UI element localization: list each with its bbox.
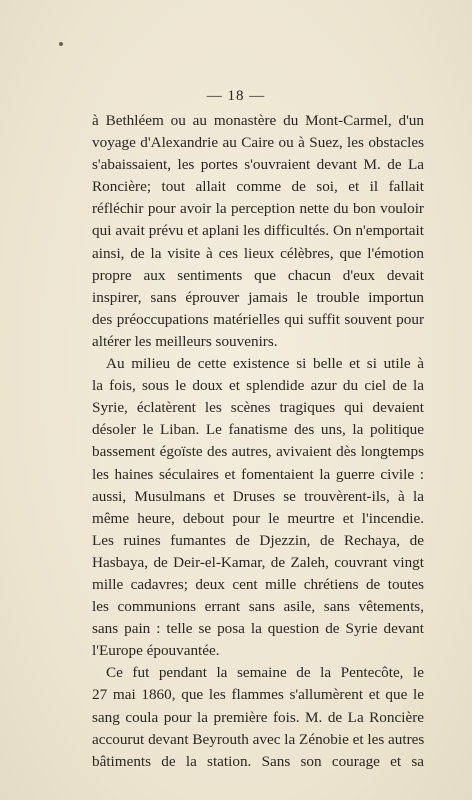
text-line: mille cadavres; deux cent mille chrétiens de toutes: [92, 575, 424, 593]
text-line: voyage d'Alexandrie au Caire ou à Suez, les obstacles: [92, 134, 424, 152]
text-line: même heure, debout pour le meurtre et l'incendie.: [92, 509, 424, 527]
text-line: l'Europe épouvantée.: [92, 642, 220, 660]
text-line: Ce fut pendant la semaine de la Pentecôte, le: [106, 664, 424, 682]
text-line: bâtiments de la station. Sans son courage et sa: [92, 752, 424, 770]
text-line: désoler le Liban. Le fanatisme des uns, la politique: [92, 421, 424, 439]
text-line: Syrie, éclatèrent les scènes tragiques qui devaient: [92, 399, 424, 417]
text-line: accourut devant Beyrouth avec la Zénobie et les autres: [92, 730, 424, 748]
page-number: — 18 —: [206, 88, 266, 104]
paper-speck: [59, 42, 63, 46]
text-line: réfléchir pour avoir la perception nette du bon vouloir: [92, 200, 424, 218]
text-line: Au milieu de cette existence si belle et si utile à: [106, 355, 424, 373]
text-line: la fois, sous le doux et splendide azur du ciel de la: [92, 377, 424, 395]
text-line: 27 mai 1860, que les flammes s'allumèrent et que le: [92, 686, 424, 704]
text-line: Hasbaya, de Deir-el-Kamar, de Zaleh, couvrant vingt: [92, 553, 424, 571]
text-line: inspirer, sans éprouver jamais le trouble importun: [92, 288, 424, 306]
text-line: à Bethléem ou au monastère du Mont-Carmel, d'un: [92, 112, 424, 129]
text-line: Les ruines fumantes de Djezzin, de Rechaya, de: [92, 531, 424, 549]
text-line: sans pain : telle se posa la question de Syrie devant: [92, 620, 424, 638]
text-line: ainsi, de la visite à ces lieux célèbres, que l'émotion: [92, 244, 424, 262]
text-line: propre aux sentiments que chacun d'eux devait: [92, 266, 424, 284]
text-line: s'abaissaient, les portes s'ouvraient devant M. de La: [92, 156, 424, 174]
body-text: [92, 110, 424, 773]
text-line: altérer les meilleurs souvenirs.: [92, 332, 278, 350]
text-line: des préoccupations matérielles qui suffit souvent pour: [92, 310, 424, 328]
text-line: qui avait prévu et aplani les difficultés. On n'emportait: [92, 222, 424, 240]
text-line: bassement égoïste des autres, avivaient dès longtemps: [92, 443, 424, 461]
text-line: les communions errant sans asile, sans vêtements,: [92, 598, 424, 616]
text-line: aussi, Musulmans et Druses se trouvèrent-ils, à la: [92, 487, 424, 505]
text-line: sang coula pour la première fois. M. de La Roncière: [92, 708, 424, 726]
text-line: les haines séculaires et fomentaient la guerre civile :: [92, 465, 424, 483]
text-line: Roncière; tout allait comme de soi, et il fallait: [92, 178, 424, 196]
